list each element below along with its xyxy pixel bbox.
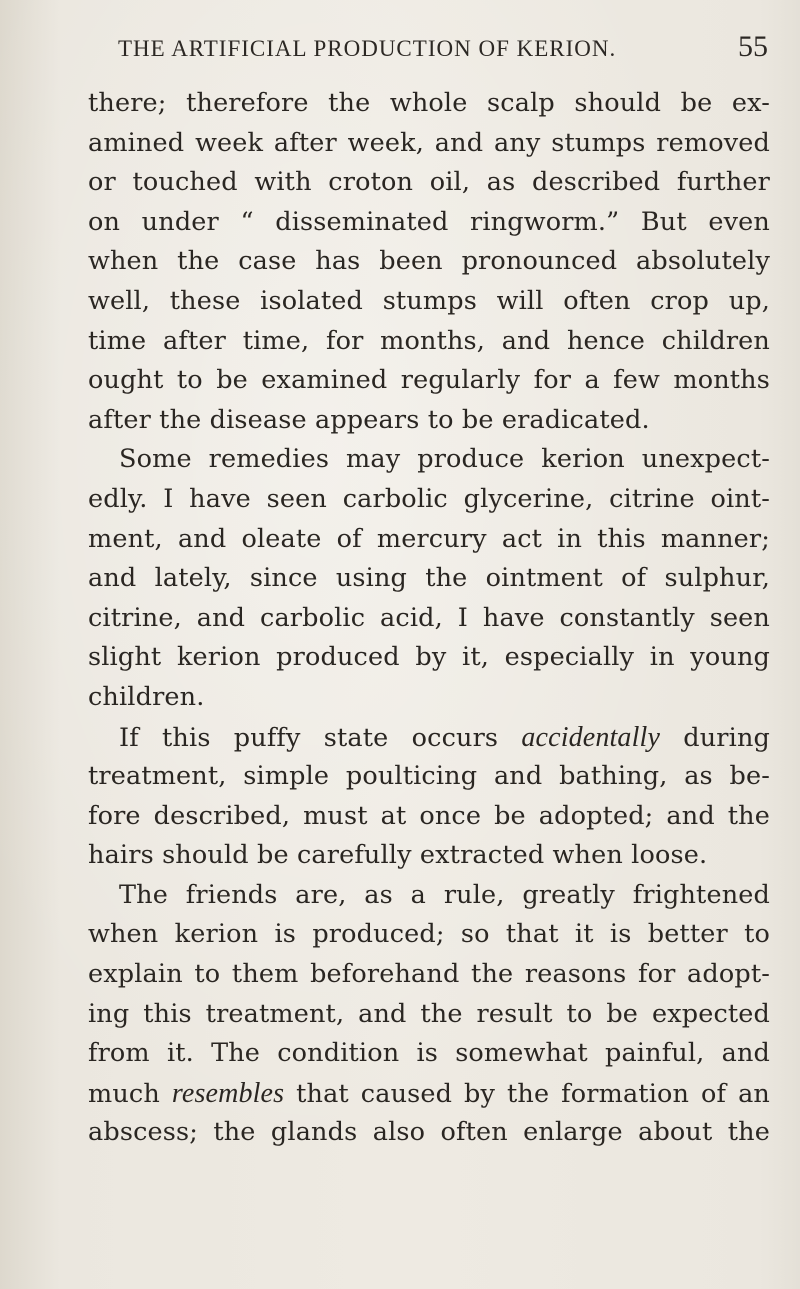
text-line: when the case has been pronounced absolutely bbox=[88, 246, 770, 277]
text-line: fore described, must at once be adopted; and the bbox=[88, 800, 770, 831]
text-line: hairs should be carefully extracted when loose. bbox=[88, 840, 708, 871]
text-line: slight kerion produced by it, especially in young bbox=[88, 642, 770, 673]
text-line: ment, and oleate of mercury act in this manner; bbox=[88, 523, 770, 554]
text-line: time after time, for months, and hence children bbox=[88, 325, 770, 356]
text-line: edly. I have seen carbolic glycerine, citrine oint- bbox=[88, 483, 770, 514]
text-line: ing this treatment, and the result to be expected bbox=[88, 998, 770, 1029]
text-line-with-italic bbox=[88, 718, 770, 758]
text-line: from it. The condition is somewhat painful, and bbox=[88, 1038, 770, 1069]
text-line: amined week after week, and any stumps removed bbox=[88, 127, 770, 158]
text-line: when kerion is produced; so that it is better to bbox=[88, 919, 770, 950]
text-line: Some remedies may produce kerion unexpect- bbox=[119, 444, 770, 475]
text-line: ought to be examined regularly for a few months bbox=[88, 365, 770, 396]
text-line: after the disease appears to be eradicated. bbox=[88, 404, 650, 435]
page-number: 55 bbox=[738, 30, 768, 63]
italic-word: resembles bbox=[171, 1077, 285, 1109]
italic-word: accidentally bbox=[521, 721, 661, 753]
running-title: THE ARTIFICIAL PRODUCTION OF KERION. bbox=[118, 36, 617, 61]
text-line-with-italic bbox=[88, 1074, 770, 1114]
text-line: children. bbox=[88, 681, 205, 712]
text-line: citrine, and carbolic acid, I have constantly seen bbox=[88, 602, 770, 633]
text-line: and lately, since using the ointment of sulphur, bbox=[88, 563, 770, 594]
text-line: explain to them beforehand the reasons for adopt- bbox=[88, 959, 770, 990]
text-line: on under “ disseminated ringworm.” But even bbox=[88, 206, 770, 237]
body-text bbox=[88, 84, 770, 1153]
text-line: The friends are, as a rule, greatly frightened bbox=[119, 879, 770, 910]
text-run: much bbox=[88, 1078, 172, 1109]
text-line: treatment, simple poulticing and bathing, as be- bbox=[88, 761, 770, 792]
text-line: there; therefore the whole scalp should be ex- bbox=[88, 88, 770, 118]
text-run: during bbox=[660, 722, 770, 753]
text-run: If this puffy state occurs bbox=[119, 722, 522, 753]
running-head bbox=[88, 30, 768, 76]
text-line: well, these isolated stumps will often crop up, bbox=[88, 285, 770, 316]
text-line: abscess; the glands also often enlarge about the bbox=[88, 1117, 770, 1148]
text-line: or touched with croton oil, as described further bbox=[88, 167, 770, 198]
text-run: that caused by the formation of an bbox=[284, 1078, 770, 1109]
